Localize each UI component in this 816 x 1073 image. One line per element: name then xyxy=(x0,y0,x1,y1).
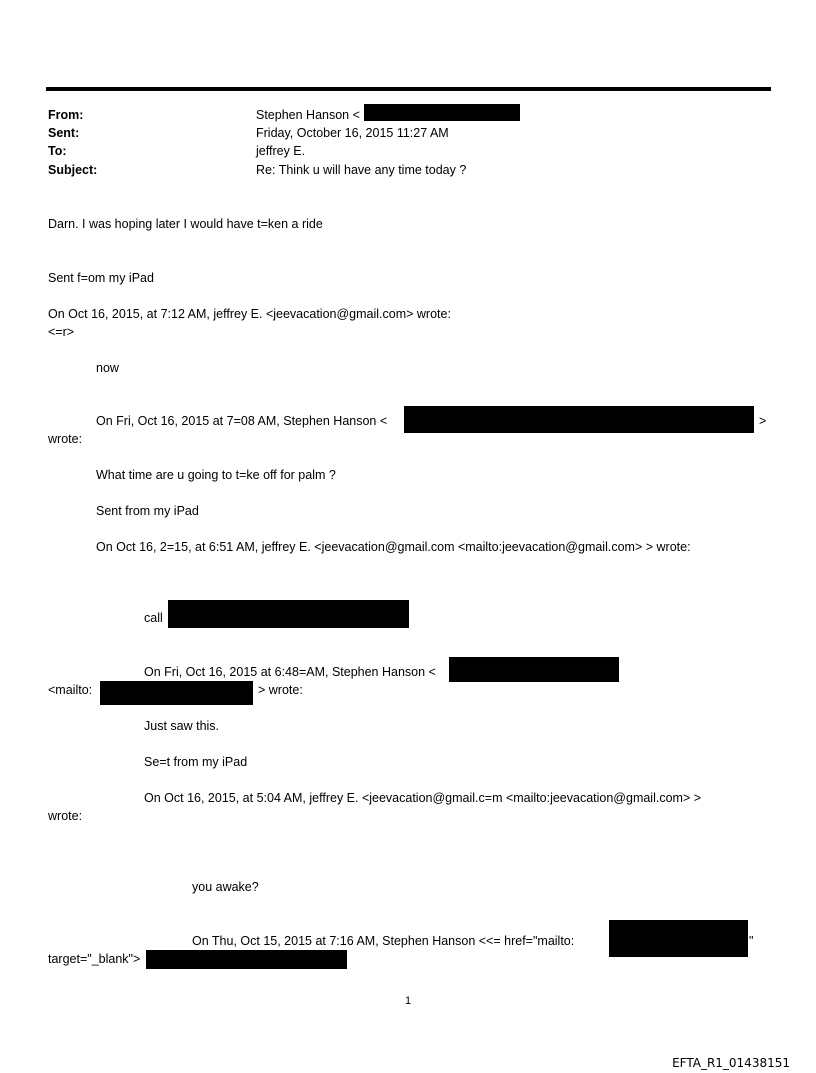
quote-header-end: > xyxy=(759,414,767,428)
quote-header-wrap: wrote: xyxy=(48,432,83,446)
document-id: EFTA_R1_01438151 xyxy=(672,1056,790,1070)
quote-header: On Oct 16, 2=15, at 6:51 AM, jeffrey E. <jeevacation@gmail.com <mailto:jeevacation@gmail.com> > wrote: xyxy=(96,540,691,554)
quote-header-wrap: target="_blank"> xyxy=(48,952,141,966)
body-line: Darn. I was hoping later I would have t=ken a ride xyxy=(48,217,323,231)
to-value: jeffrey E. xyxy=(256,144,306,158)
quote-header: On Fri, Oct 16, 2015 at 6:48=AM, Stephen Hanson < xyxy=(144,665,436,679)
quote-header: On Fri, Oct 16, 2015 at 7=08 AM, Stephen Hanson < xyxy=(96,414,388,428)
redaction-box xyxy=(168,600,409,628)
subject-value: Re: Think u will have any time today ? xyxy=(256,163,467,177)
from-label: From: xyxy=(48,108,84,122)
sent-label: Sent: xyxy=(48,126,80,140)
to-label: To: xyxy=(48,144,67,158)
sent-value: Friday, October 16, 2015 11:27 AM xyxy=(256,126,449,140)
quote-header-end: " xyxy=(749,934,754,948)
redaction-box xyxy=(449,657,619,682)
body-line: now xyxy=(96,361,119,375)
page-number: 1 xyxy=(404,995,412,1007)
quote-header-end: > wrote: xyxy=(258,683,303,697)
redaction-box xyxy=(404,406,754,433)
quote-header: On Oct 16, 2015, at 7:12 AM, jeffrey E. <jeevacation@gmail.com> wrote: xyxy=(48,307,451,321)
from-value: Stephen Hanson < xyxy=(256,108,360,122)
quote-header: On Thu, Oct 15, 2015 at 7:16 AM, Stephen Hanson <<= href="mailto: xyxy=(192,934,575,948)
body-line: call xyxy=(144,611,163,625)
header-rule xyxy=(46,87,771,91)
quote-header-wrap: wrote: xyxy=(48,809,83,823)
quote-header-wrap: <mailto: xyxy=(48,683,93,697)
body-line: Sent from my iPad xyxy=(96,504,199,518)
body-line: Se=t from my iPad xyxy=(144,755,248,769)
body-line: <=r> xyxy=(48,325,75,339)
redaction-box xyxy=(364,104,520,121)
redaction-box xyxy=(146,950,347,969)
body-line: What time are u going to t=ke off for palm ? xyxy=(96,468,336,482)
subject-label: Subject: xyxy=(48,163,98,177)
body-line: Sent f=om my iPad xyxy=(48,271,154,285)
redaction-box xyxy=(609,920,748,957)
body-line: you awake? xyxy=(192,880,259,894)
body-line: Just saw this. xyxy=(144,719,220,733)
quote-header: On Oct 16, 2015, at 5:04 AM, jeffrey E. <jeevacation@gmail.c=m <mailto:jeevacation@gmail.com> > xyxy=(144,791,702,805)
redaction-box xyxy=(100,681,253,705)
